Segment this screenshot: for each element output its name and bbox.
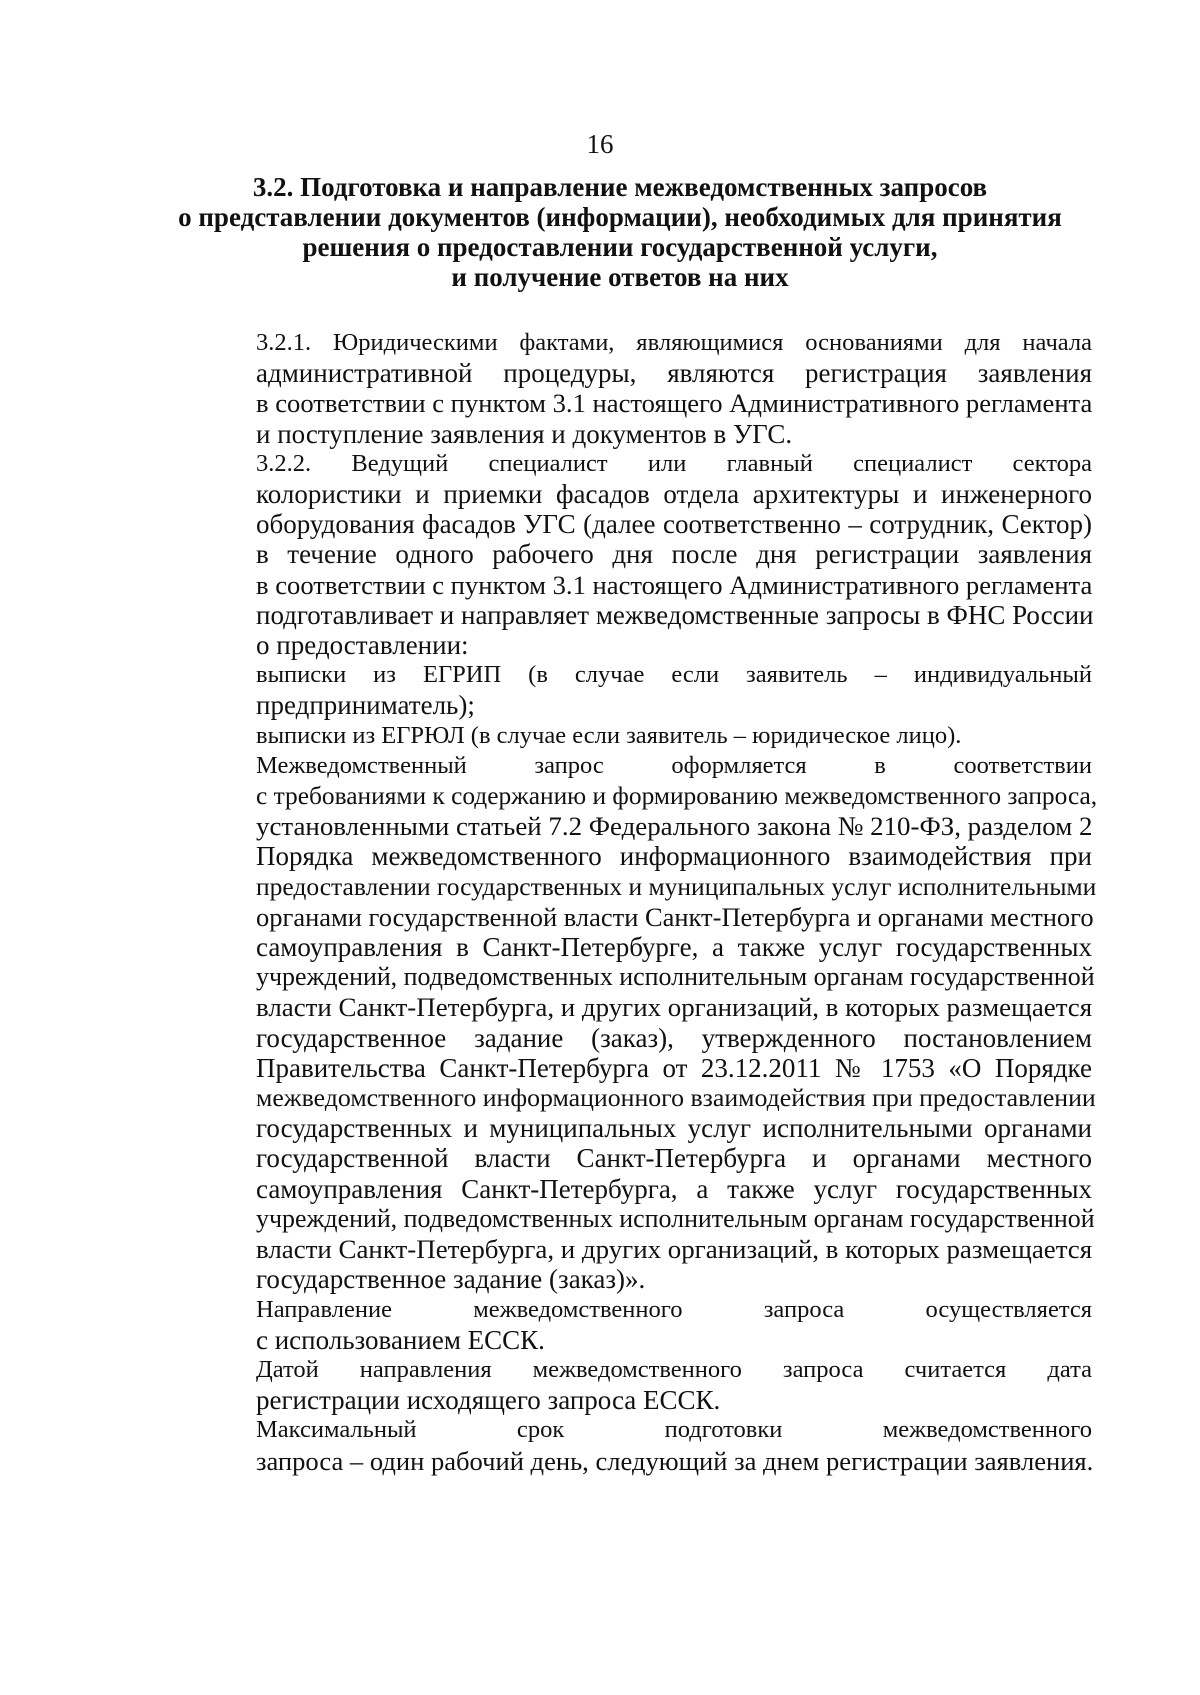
section-title [160,172,1080,292]
text-line: Максимальный срок подготовки межведомственного [256,1416,1092,1444]
text-line: органами государственной власти Санкт-Петербурга и органами местного [256,901,1094,932]
text-line: Направление межведомственного запроса осуществляется [256,1295,1092,1323]
text-line: о предоставлении: [256,630,469,661]
body-text [172,328,1098,1476]
paragraph-sending-method [172,1295,1092,1355]
text-line: выписки из ЕГРЮЛ (в случае если заявитель – юридическое лицо). [256,721,962,749]
text-line: установленными статьей 7.2 Федерального закона № 210-ФЗ, разделом 2 [256,811,1093,842]
text-line: 3.2.2. Ведущий специалист или главный специалист сектора [256,449,1092,477]
paragraph-3-2-2 [172,449,1092,660]
text-line: 3.2.1. Юридическими фактами, являющимися основаниями для начала [256,329,1092,356]
text-line: Межведомственный запрос оформляется в соответствии [256,751,1092,779]
paragraph-egrip [172,660,1092,720]
section-title-line: о представлении документов (информации), необходимых для принятия [178,202,1062,232]
text-line: предприниматель); [256,690,475,721]
text-line: государственное задание (заказ)». [256,1264,646,1295]
section-title-line: решения о предоставлении государственной услуги, [302,232,938,262]
text-line: оборудования фасадов УГС (далее соответственно – сотрудник, Сектор) [256,509,1092,540]
paragraph-egrul [172,721,1092,751]
page-number: 16 [586,129,614,159]
text-line: запроса – один рабочий день, следующий за днем регистрации заявления. [256,1445,1094,1476]
text-line: государственных и муниципальных услуг исполнительными органами [256,1113,1092,1144]
text-line: самоуправления Санкт-Петербурга, а также услуг государственных [256,1173,1092,1204]
text-line: власти Санкт-Петербурга, и других организаций, в которых размещается [256,992,1093,1023]
text-line: подготавливает и направляет межведомственные запросы в ФНС России [256,599,1094,630]
section-title-line: и получение ответов на них [451,262,789,292]
text-line: Датой направления межведомственного запроса считается дата [256,1355,1092,1383]
text-line: административной процедуры, являются регистрация заявления [256,358,1092,389]
section-title-line: 3.2. Подготовка и направление межведомственных запросов [252,172,988,202]
text-line: власти Санкт-Петербурга, и других организаций, в которых размещается [256,1234,1093,1265]
text-line: и поступление заявления и документов в УГС. [256,418,793,449]
text-line: с использованием ЕССК. [256,1324,545,1355]
text-line: колористики и приемки фасадов отдела архитектуры и инженерного [256,479,1092,510]
text-line: выписки из ЕГРИП (в случае если заявитель – индивидуальный [256,661,1092,689]
text-line: Правительства Санкт-Петербурга от 23.12.2011 № 1753 «О Порядке [256,1052,1092,1083]
text-line: государственной власти Санкт-Петербурга и органами местного [256,1143,1092,1174]
paragraph-3-2-1 [172,328,1092,449]
text-line: регистрации исходящего запроса ЕССК. [256,1385,721,1416]
text-line: межведомственного информационного взаимодействия при предоставлении [256,1083,1096,1113]
text-line: Порядка межведомственного информационного взаимодействия при [256,841,1092,872]
paragraph-interagency-request [172,751,1098,1295]
text-line: в соответствии с пунктом 3.1 настоящего Административного регламента [256,388,1093,419]
text-line: предоставлении государственных и муниципальных услуг исполнительными [256,871,1097,901]
text-line: в соответствии с пунктом 3.1 настоящего Административного регламента [256,569,1093,600]
text-line: в течение одного рабочего дня после дня регистрации заявления [256,539,1092,570]
text-line: государственное задание (заказ), утвержденного постановлением [256,1022,1092,1053]
paragraph-sending-date [172,1355,1092,1415]
text-line: самоуправления в Санкт-Петербурге, а также услуг государственных [256,932,1092,963]
text-line: учреждений, подведомственных исполнительным органам государственной [256,1203,1095,1233]
text-line: с требованиями к содержанию и формированию межведомственного запроса, [256,782,1098,811]
text-line: учреждений, подведомственных исполнительным органам государственной [256,962,1095,992]
paragraph-max-term [172,1415,1092,1475]
